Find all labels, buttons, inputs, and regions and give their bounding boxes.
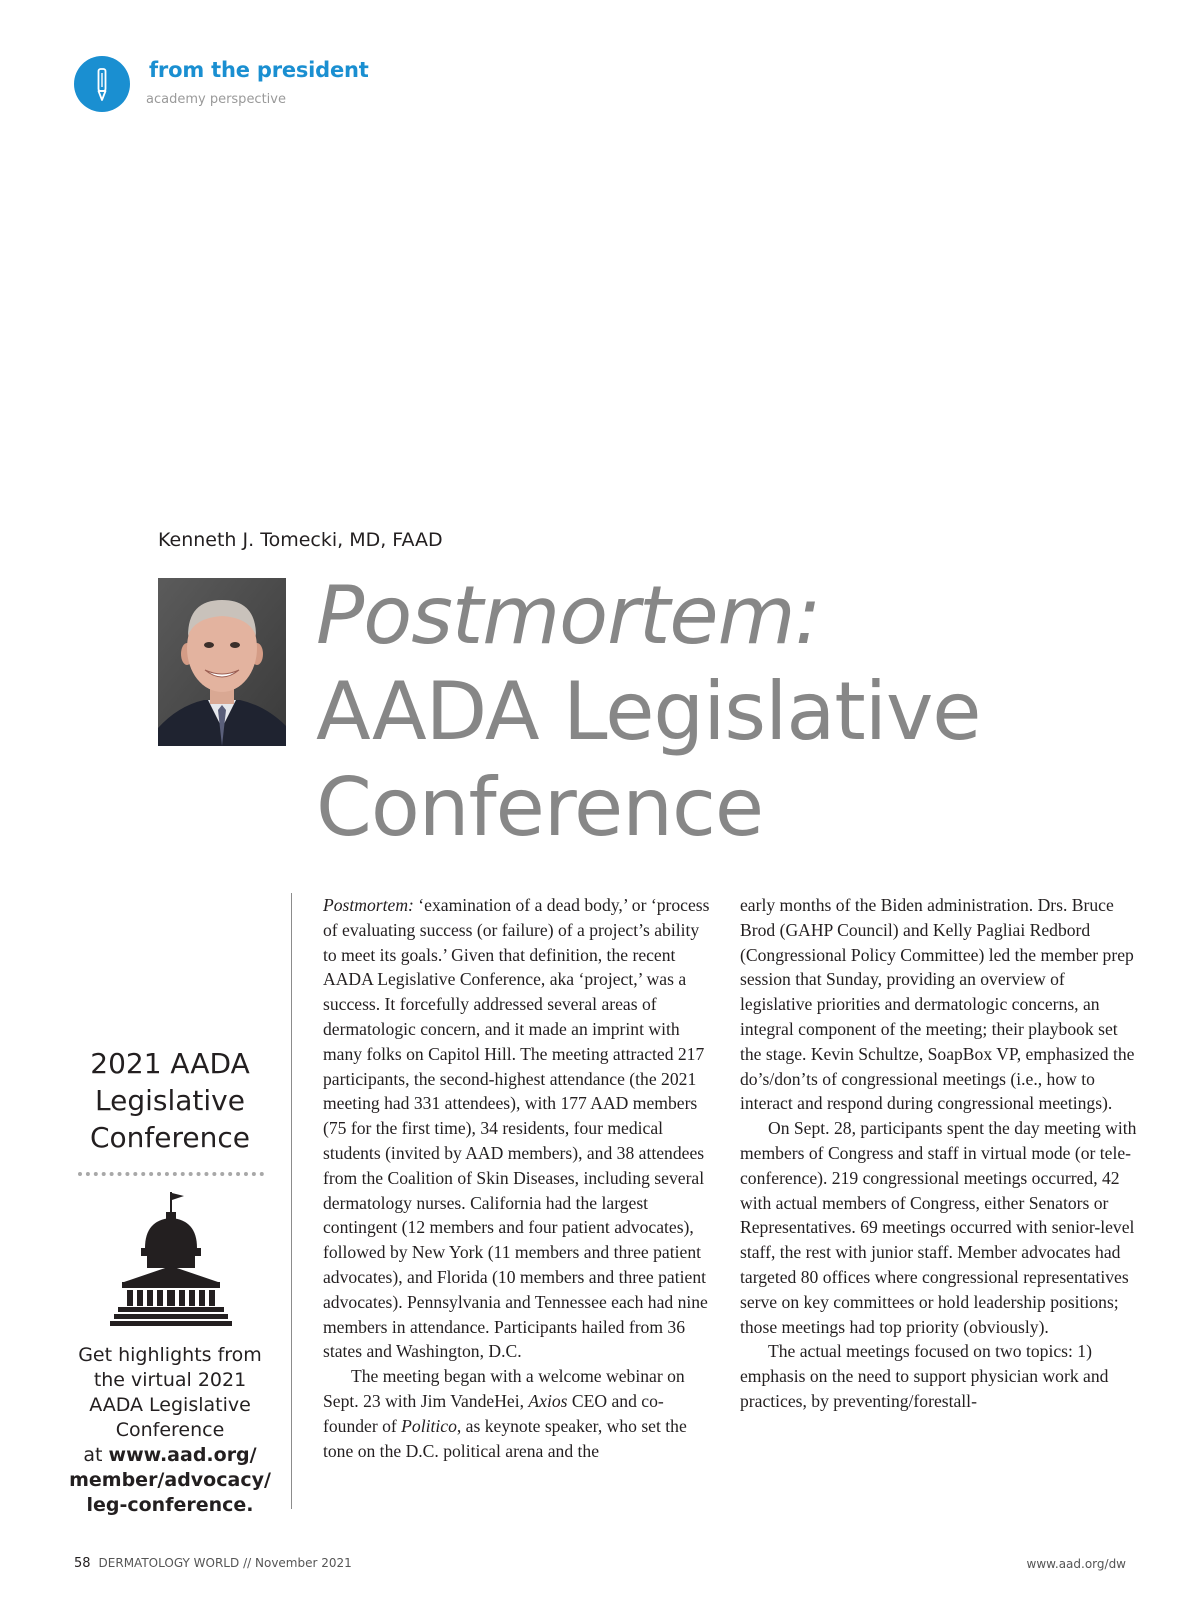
headline-line-1: Postmortem: [316, 569, 821, 662]
sidebar-title-line: Legislative [95, 1084, 245, 1117]
headline-line-2: AADA Legislative [316, 665, 981, 758]
sidebar-link-url-part[interactable]: leg-conference. [86, 1494, 254, 1516]
sidebar-title-line: Conference [89, 1121, 250, 1154]
publication-name: DERMATOLOGY WORLD [98, 1556, 240, 1570]
section-icon-badge [74, 56, 130, 112]
body-paragraph [740, 1339, 1138, 1413]
capitol-building-icon [110, 1190, 232, 1331]
section-title: from the president [149, 58, 369, 82]
sidebar-link-line [62, 1443, 278, 1468]
author-photo [158, 578, 286, 746]
footer-left [74, 1556, 352, 1571]
footer-separator: // [243, 1556, 252, 1570]
page-number: 58 [74, 1556, 91, 1571]
text-run: ‘examination of a dead body,’ or ‘process of evaluating success (or failure) of a project’s ability to meet its goals.’ Given that definition, the recent AADA Legislative Conference, aka ‘project,’ was a success. It forcefully addressed several areas of dermatologic concern, and it made an imprint with many folks on Capitol Hill. The meeting attracted 217 participants, the second-highest attendance (the 2021 meeting had 331 attendees), with 177 AAD members (75 for the first time), 34 residents, four medical students (invited by AAD members), and 38 attendees from the Coalition of Skin Diseases, including several dermatology nurses. California had the largest contingent (12 members and four patient advocates), followed by New York (11 members and three patient advocates), and Florida (10 members and three patient advocates). Pennsylvania and Tennessee each had nine members in attendance. Participants hailed from 36 states and Washington, D.C. [323, 895, 710, 1362]
text-run: , as keynote speaker, who set the tone on the D.C. political arena and the [323, 1415, 687, 1461]
body-column-2 [740, 893, 1138, 1414]
pen-nib-icon [74, 56, 130, 112]
sidebar-title [72, 1045, 268, 1156]
sidebar-text-line: AADA Legislative [89, 1394, 251, 1416]
dotted-divider [78, 1172, 264, 1176]
sidebar-callout-text [62, 1343, 278, 1518]
text-run: The actual meetings focused on two topics: 1) emphasis on the need to support physician work and practices, by preventing/forestall- [740, 1341, 1109, 1411]
sidebar-link-line [62, 1493, 278, 1518]
body-paragraph [740, 893, 1138, 1116]
body-paragraph [740, 1116, 1138, 1339]
body-paragraph [323, 1364, 715, 1463]
text-run: CEO and co-founder of [323, 1390, 664, 1436]
article-headline [316, 568, 1176, 856]
sidebar-text-line: Get highlights from [78, 1344, 262, 1366]
sidebar-vertical-rule [291, 893, 292, 1509]
sidebar-link-url-part[interactable]: www.aad.org/ [108, 1444, 257, 1466]
sidebar-link-url-part[interactable]: member/advocacy/ [69, 1469, 271, 1491]
text-run: On Sept. 28, participants spent the day meeting with members of Congress and staff in virtual mode (or tele-conference). 219 congressional meetings occurred, 42 with actual members of Congress, either Senators or Representatives. 69 meetings occurred with senior-level staff, the rest with junior staff. Member advocates had targeted 80 offices where congressional representatives serve on key committees or hold leadership positions; those meetings had top priority (obviously). [740, 1118, 1137, 1337]
italic-run: Postmortem: [323, 895, 414, 915]
author-byline: Kenneth J. Tomecki, MD, FAAD [158, 529, 443, 551]
headline-line-3: Conference [316, 761, 764, 854]
sidebar-text-line: the virtual 2021 [93, 1369, 247, 1391]
body-column-1 [323, 893, 715, 1463]
sidebar-title-line: 2021 AADA [90, 1047, 250, 1080]
sidebar-link-prefix: at [83, 1444, 109, 1466]
italic-run: Politico [401, 1415, 457, 1436]
body-paragraph [323, 893, 715, 1364]
sidebar-text-line: Conference [115, 1419, 225, 1441]
issue-date: November 2021 [255, 1556, 352, 1570]
section-subtitle: academy perspective [146, 92, 286, 107]
text-run: The meeting began with a welcome webinar on Sept. 23 with Jim VandeHei, [323, 1366, 685, 1411]
sidebar-link-line [62, 1468, 278, 1493]
italic-run: Axios [528, 1390, 568, 1411]
footer-url[interactable]: www.aad.org/dw [1026, 1557, 1126, 1571]
text-run: early months of the Biden administration. Drs. Bruce Brod (GAHP Council) and Kelly Pagliai Redbord (Congressional Policy Committee) led the member prep session that Sunday, providing an overview of legislative priorities and dermatologic concerns, an integral component of the meeting; their playbook set the stage. Kevin Schultze, SoapBox VP, emphasized the do’s/don’ts of congressional meetings (i.e., how to interact and respond during congressional meetings). [740, 895, 1135, 1114]
